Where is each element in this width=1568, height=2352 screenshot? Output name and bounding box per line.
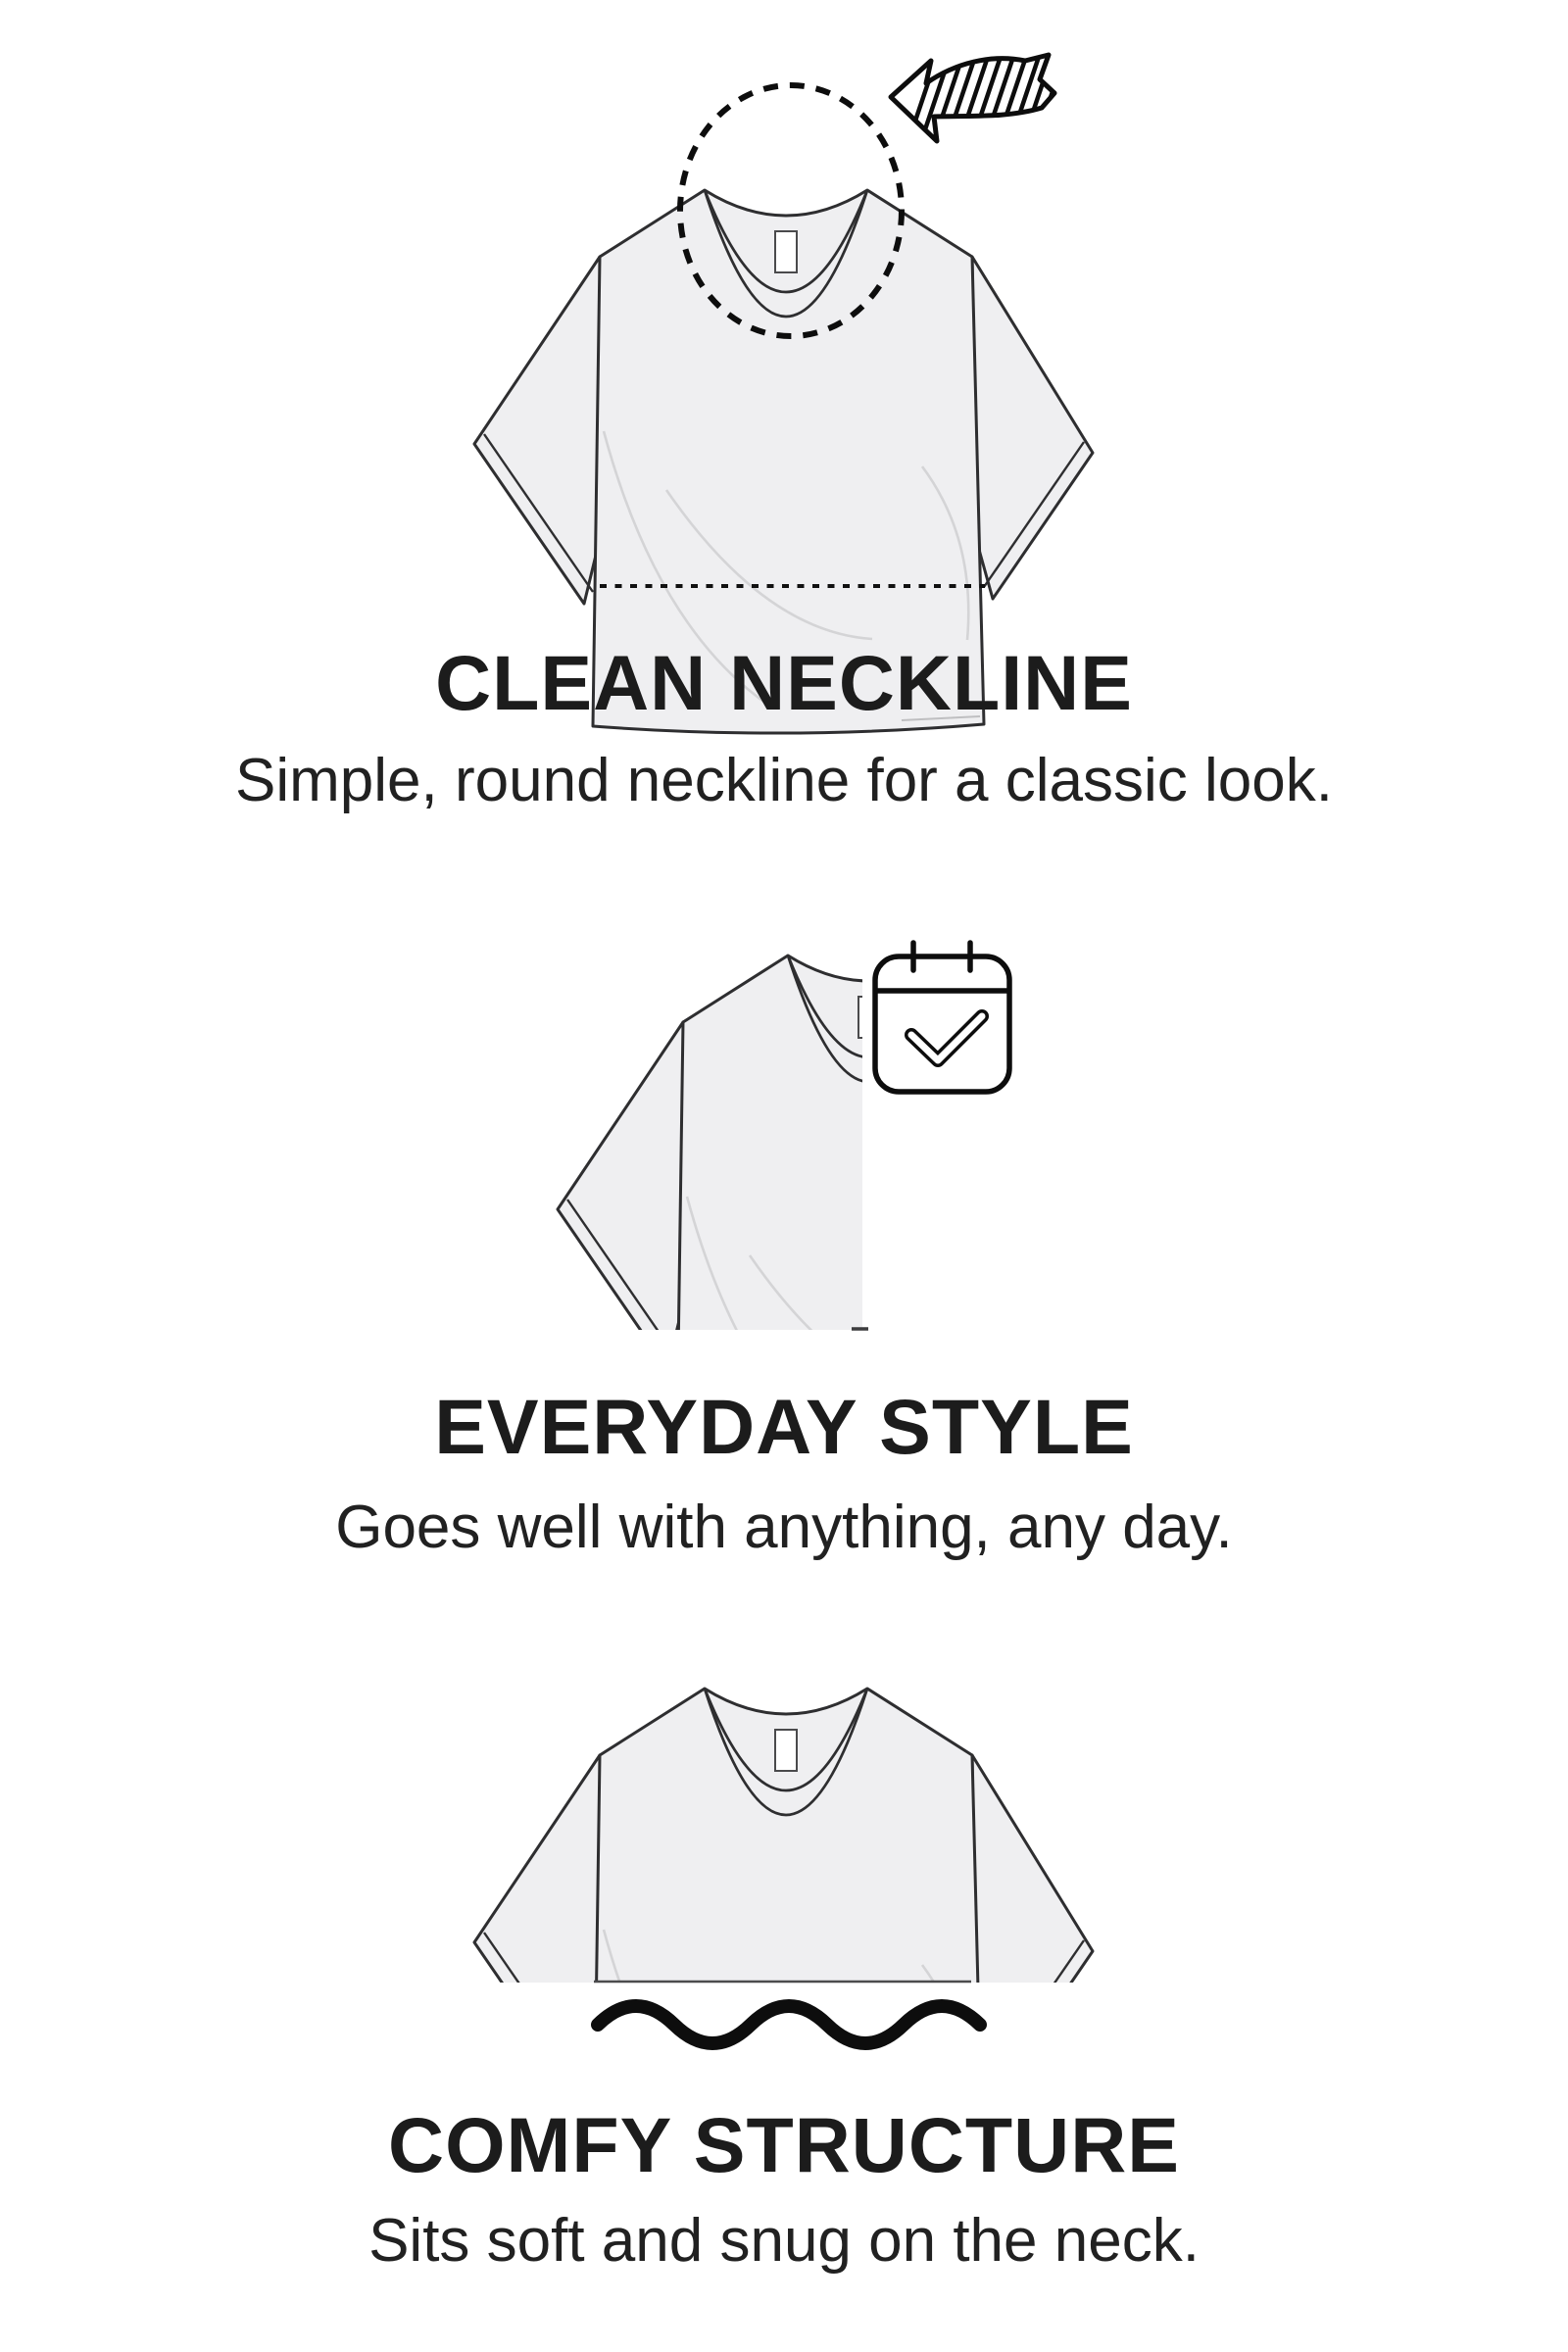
section-title-clean-neckline: CLEAN NECKLINE [435,639,1133,726]
section-title-everyday-style: EVERYDAY STYLE [434,1383,1134,1470]
section-title-comfy-structure: COMFY STRUCTURE [388,2101,1180,2188]
wavy-line-icon [598,2006,980,2043]
calendar-check-icon [875,943,1009,1092]
section-subtitle-comfy-structure: Sits soft and snug on the neck. [368,2207,1200,2275]
section-subtitle-everyday-style: Goes well with anything, any day. [335,1494,1233,1561]
hand-drawn-arrow-icon [891,39,1070,147]
section-subtitle-clean-neckline: Simple, round neckline for a classic look. [235,747,1333,814]
